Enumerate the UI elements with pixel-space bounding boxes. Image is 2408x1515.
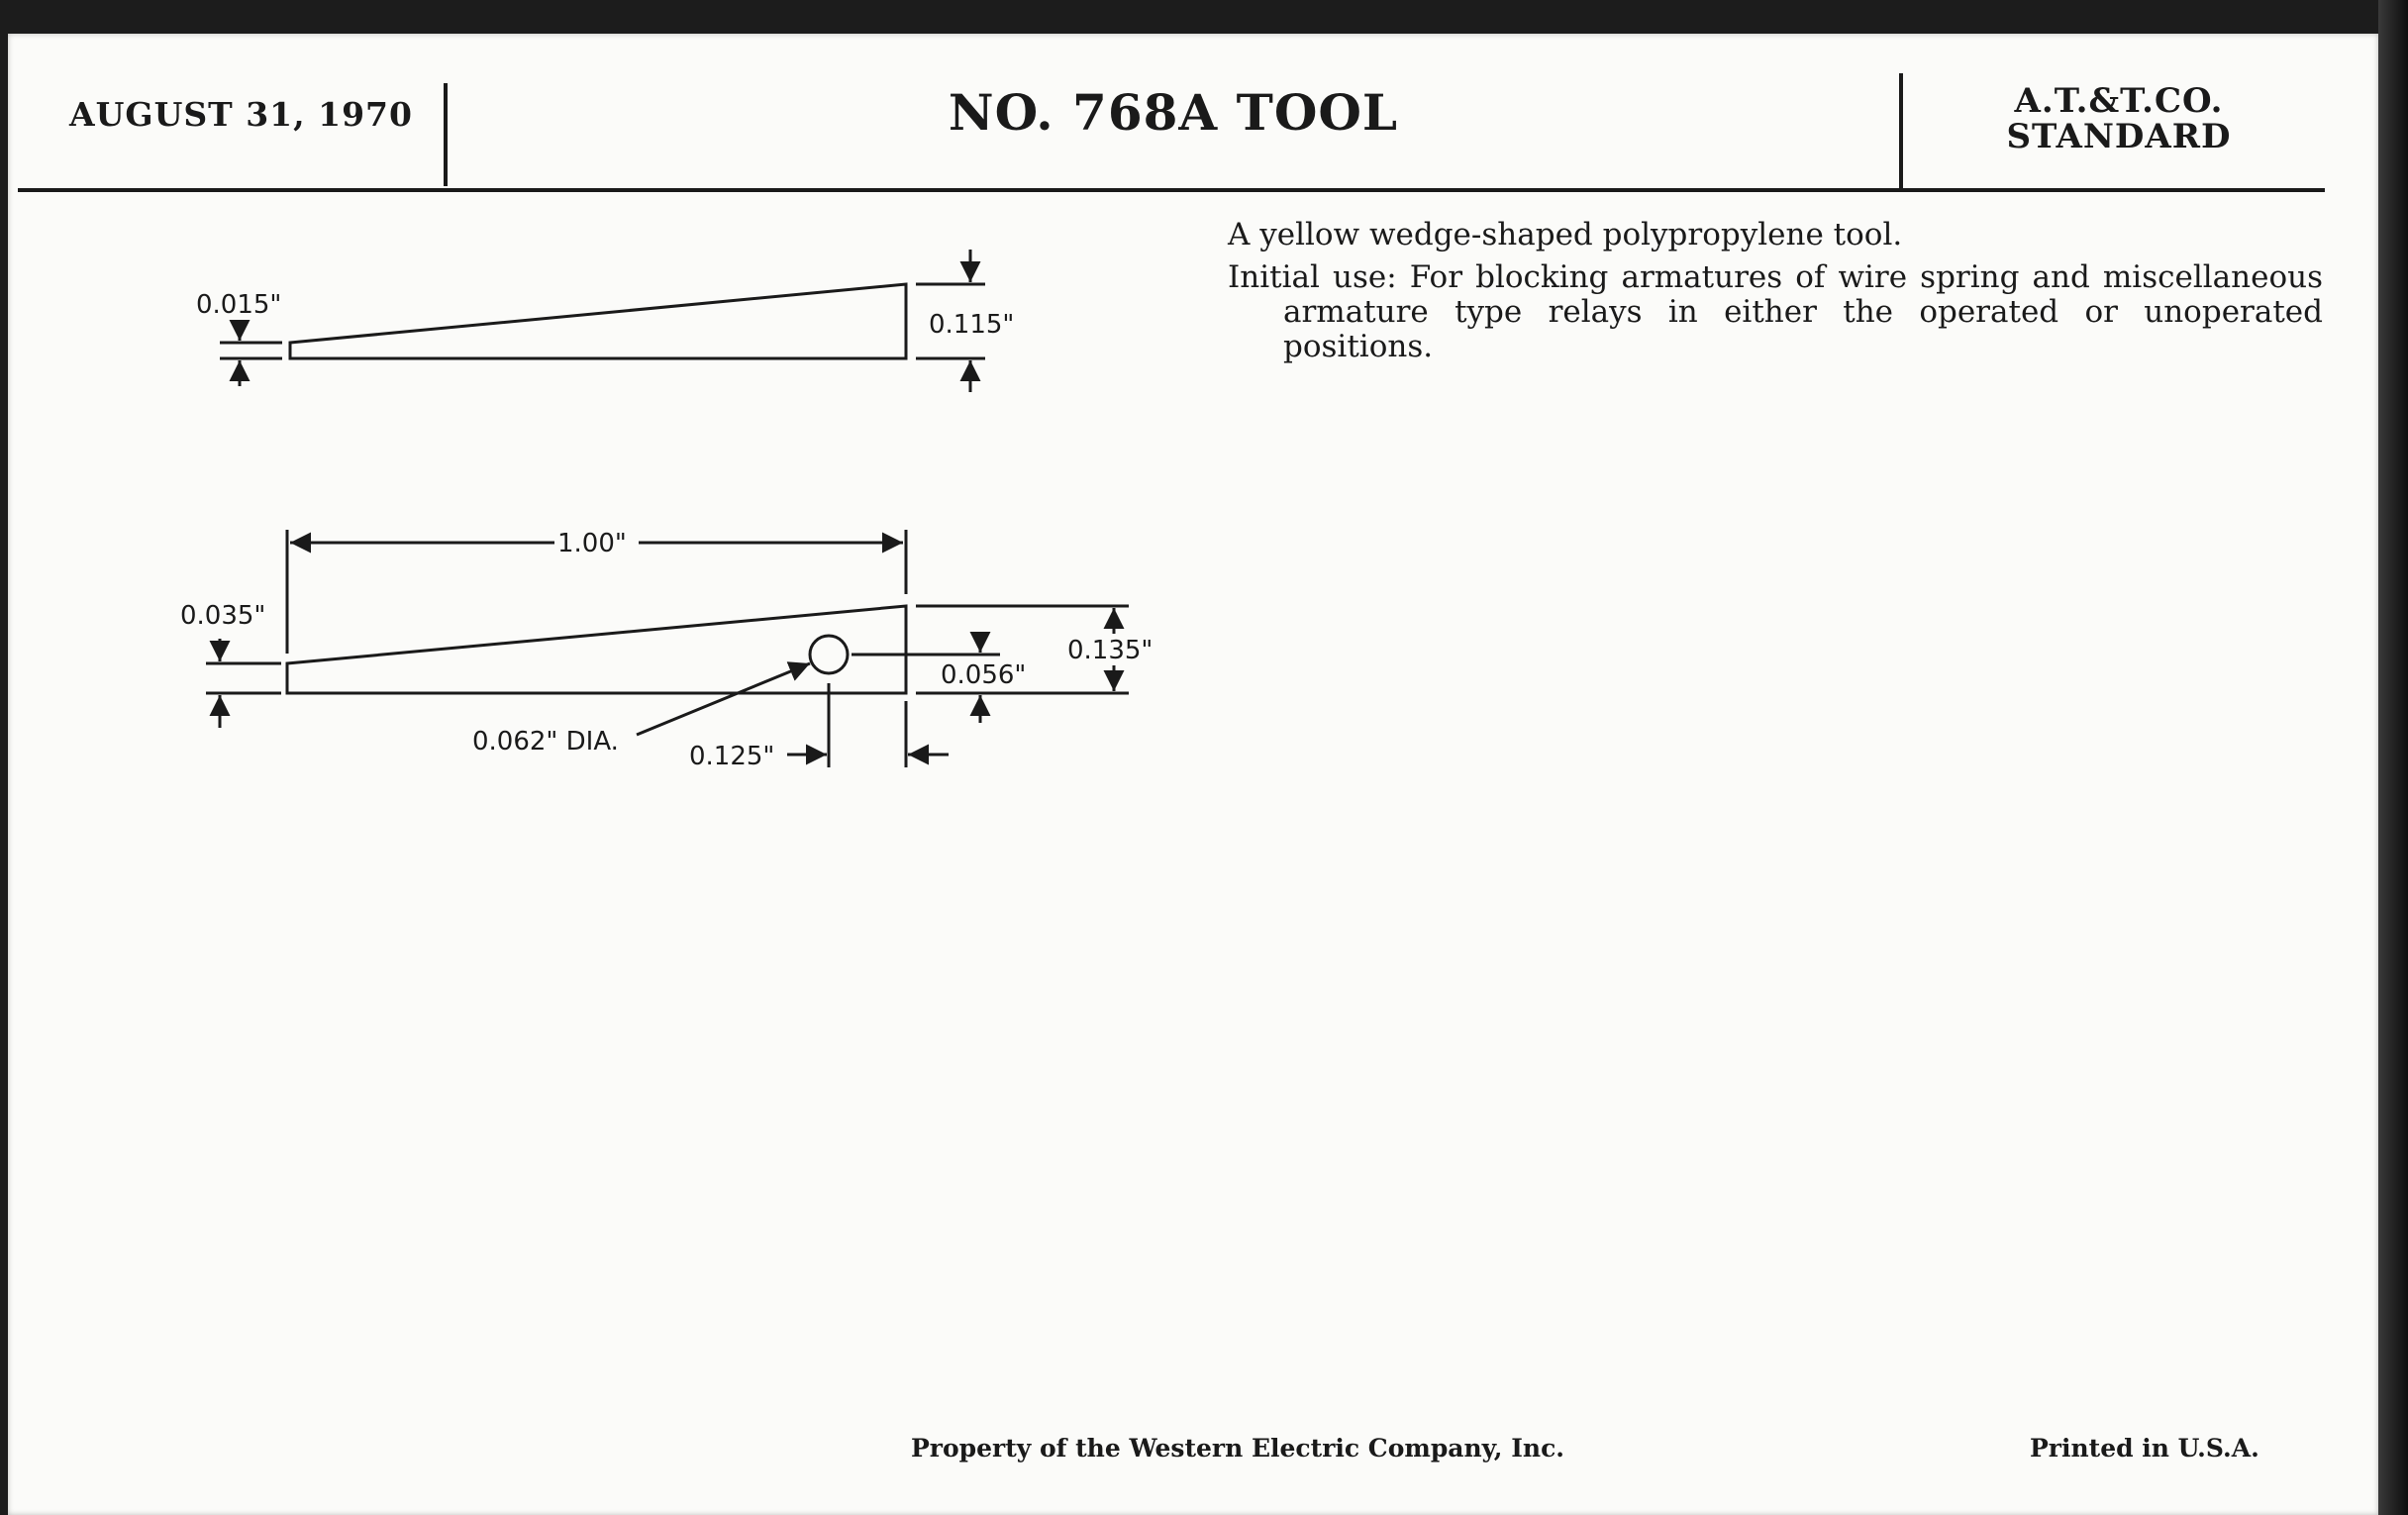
hole-offset-label: 0.125": [689, 742, 775, 771]
standard-line-2: STANDARD: [2006, 117, 2232, 156]
document-date: AUGUST 31, 1970: [69, 95, 413, 134]
printed-notice: Printed in U.S.A.: [2030, 1434, 2259, 1463]
hole-height-label: 0.056": [941, 660, 1027, 690]
standard-line-1: A.T.&T.CO.: [2014, 81, 2224, 121]
top-thick-label: 0.135": [1067, 636, 1154, 665]
top-thin-label: 0.035": [180, 601, 266, 631]
side-view-wedge: [290, 284, 906, 358]
hole-dia-label: 0.062" DIA.: [472, 727, 619, 757]
side-view: [220, 250, 985, 392]
document-title: NO. 768A TOOL: [948, 83, 1399, 142]
description-line: A yellow wedge-shaped polypropylene tool.: [1228, 217, 1903, 252]
side-thin-label: 0.015": [196, 290, 282, 320]
hole-circle: [810, 636, 848, 673]
top-view-wedge: [287, 606, 906, 693]
initial-use-text: Initial use: For blocking armatures of wire spring and miscellaneous armature type relays in either the operated or unoperated positions.: [1228, 259, 2323, 364]
top-view: [206, 530, 1129, 767]
side-thick-label: 0.115": [929, 310, 1015, 340]
property-notice: Property of the Western Electric Company, Inc.: [911, 1434, 1565, 1463]
top-length-label: 1.00": [557, 529, 627, 558]
